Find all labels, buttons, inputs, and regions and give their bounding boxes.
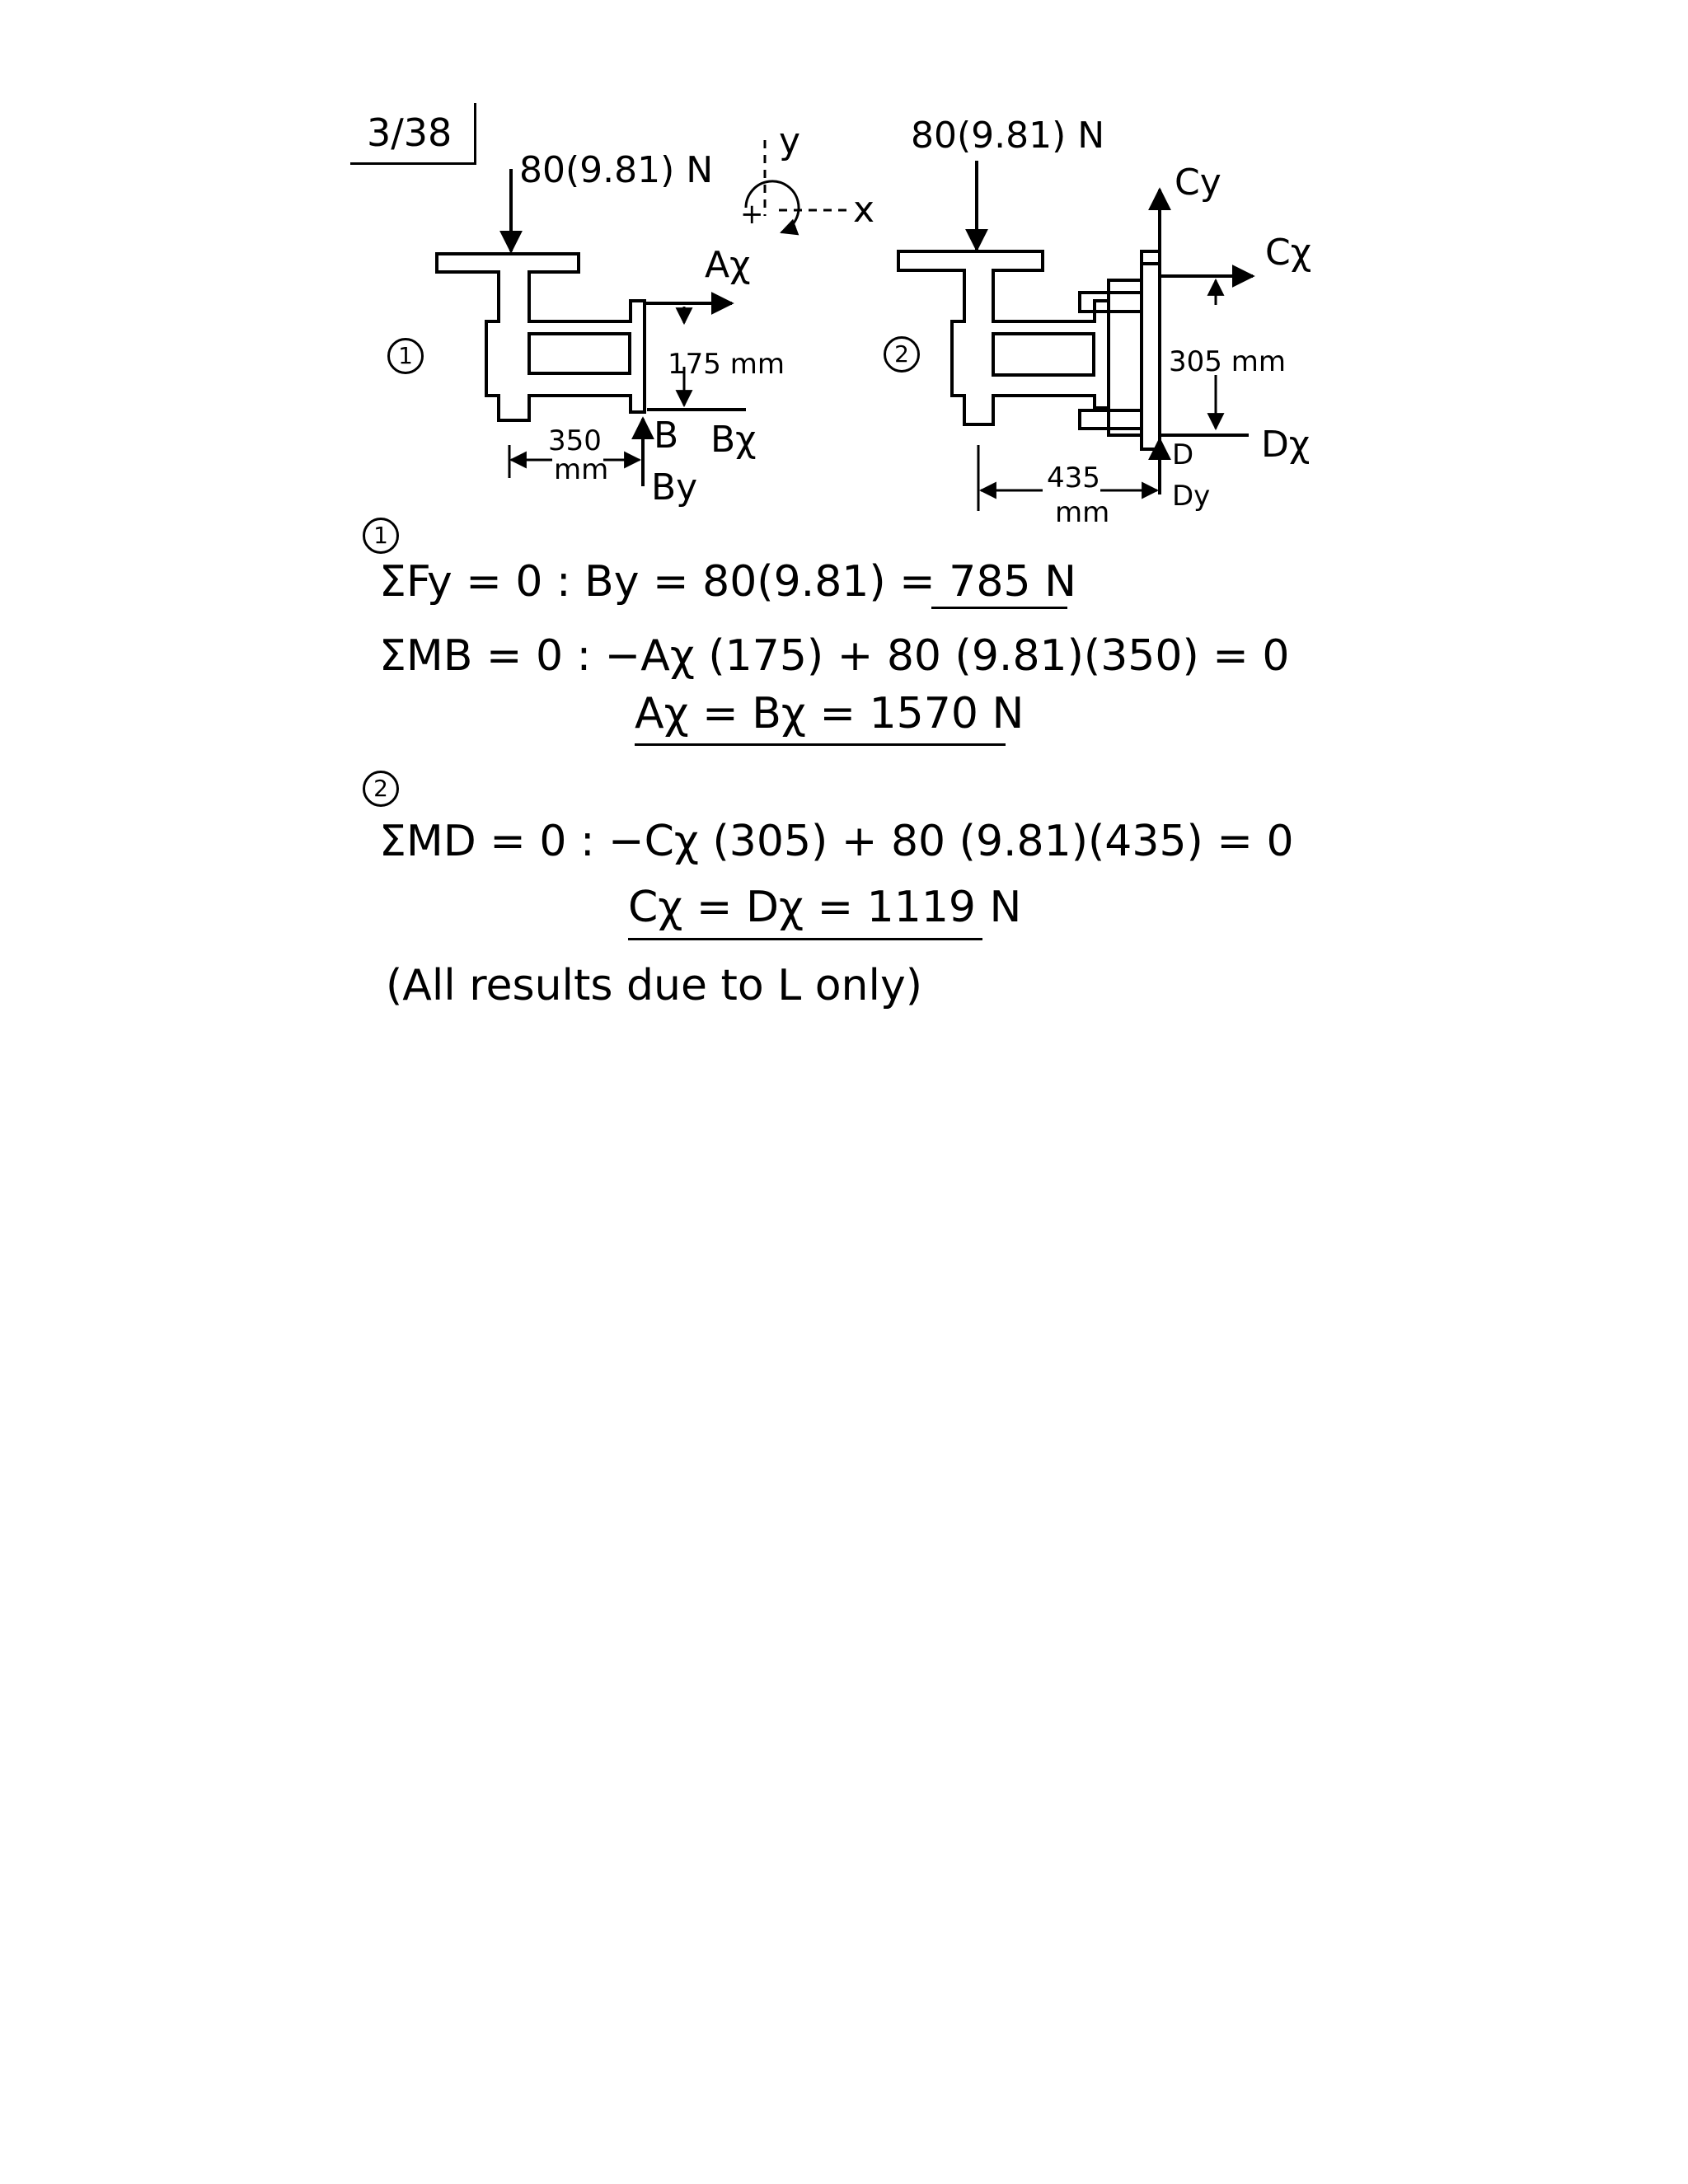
solution-1-force-equation: ΣFy = 0 : By = 80(9.81) = 785 N xyxy=(379,557,1076,607)
diagram-1-vertical-dimension: 175 mm xyxy=(668,348,785,381)
bracket-body-1 xyxy=(437,254,645,420)
diagram-1-horizontal-dimension-unit: mm xyxy=(554,453,609,486)
force-bx-label: Bχ xyxy=(710,419,757,461)
diagram-2-marker: 2 xyxy=(884,336,920,373)
diagram-1-horizontal-dimension-value: 350 xyxy=(548,424,602,457)
solution-2-result-underline xyxy=(628,938,982,940)
point-d-label: D xyxy=(1172,438,1194,471)
solution-1-moment-equation: ΣMB = 0 : −Aχ (175) + 80 (9.81)(350) = 0 xyxy=(379,631,1290,681)
bracket-body-2 xyxy=(898,251,1160,449)
point-b-label: B xyxy=(654,415,679,457)
diagram-2-vertical-dimension: 305 mm xyxy=(1169,345,1286,378)
diagram-1-load-label: 80(9.81) N xyxy=(519,149,714,191)
diagram-1-marker: 1 xyxy=(387,338,424,374)
force-ax-label: Aχ xyxy=(705,244,751,286)
solution-1-result-underline xyxy=(635,743,1006,746)
results-note: (All results due to L only) xyxy=(386,961,923,1010)
solution-2-marker: 2 xyxy=(363,771,399,807)
problem-number: 3/38 xyxy=(367,110,452,155)
solution-2-moment-equation: ΣMD = 0 : −Cχ (305) + 80 (9.81)(435) = 0 xyxy=(379,817,1294,866)
axis-y-label: y xyxy=(779,120,801,162)
solution-2-result: Cχ = Dχ = 1119 N xyxy=(628,883,1022,932)
solution-1-force-result-underline xyxy=(931,607,1067,609)
solution-1-result: Aχ = Bχ = 1570 N xyxy=(635,689,1025,738)
force-cy-label: Cy xyxy=(1175,162,1221,204)
force-by-label: By xyxy=(651,466,698,509)
force-cx-label: Cχ xyxy=(1265,232,1312,274)
force-dy-label: Dy xyxy=(1172,480,1211,513)
moment-sign-label: + xyxy=(740,198,764,231)
diagram-2-horizontal-dimension-unit: mm xyxy=(1055,496,1110,529)
diagram-2-horizontal-dimension-value: 435 xyxy=(1047,462,1100,494)
solution-1-marker: 1 xyxy=(363,518,399,554)
force-dx-label: Dχ xyxy=(1261,424,1311,466)
axis-x-label: x xyxy=(853,189,875,231)
diagram-2-load-label: 80(9.81) N xyxy=(911,115,1105,157)
